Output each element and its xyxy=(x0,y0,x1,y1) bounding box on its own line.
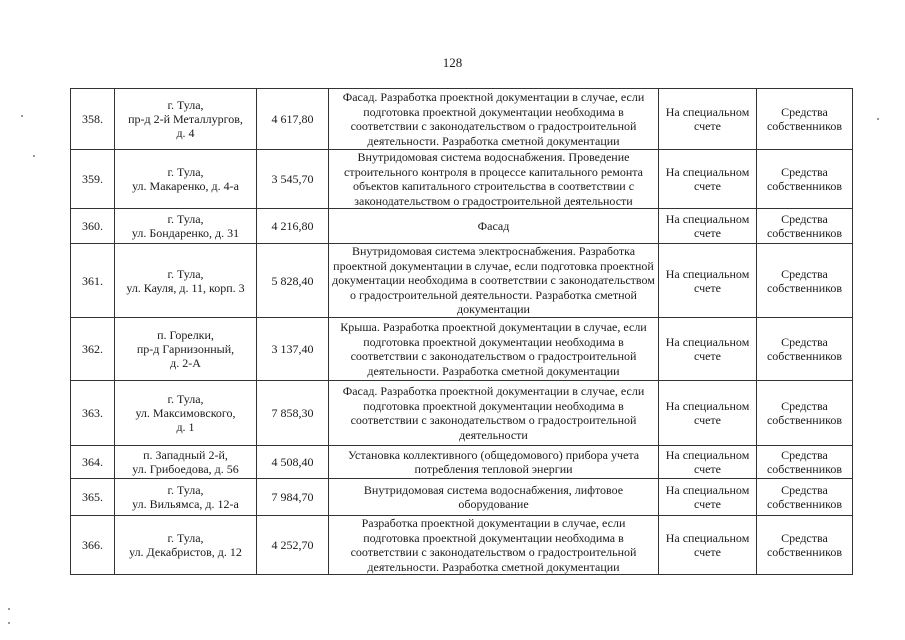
cost-cell: 7 858,30 xyxy=(257,381,329,446)
table-row xyxy=(71,516,853,575)
address-line: пр-д 2-й Металлургов, xyxy=(128,112,243,126)
address-line: г. Тула, xyxy=(167,165,204,179)
work-type-cell: Разработка проектной документации в случае, если подготовка проектной документации необходима в соответствии с законодательством о градостроительной деятельности. Разработка сметной документации xyxy=(329,516,659,575)
address-cell xyxy=(115,516,257,575)
address-cell xyxy=(115,318,257,381)
scan-artifact xyxy=(8,608,10,610)
funding-source-cell: Средства собственников xyxy=(757,244,853,318)
funding-source-cell: Средства собственников xyxy=(757,318,853,381)
funding-source-cell: Средства собственников xyxy=(757,150,853,209)
fund-method-cell: На специальном счете xyxy=(659,446,757,479)
address-line: д. 1 xyxy=(176,420,195,434)
row-number: 363. xyxy=(71,381,115,446)
address-cell xyxy=(115,89,257,150)
address-cell xyxy=(115,209,257,244)
address-line: д. 2-А xyxy=(170,356,201,370)
cost-cell: 7 984,70 xyxy=(257,479,329,516)
address-line: г. Тула, xyxy=(167,531,204,545)
fund-method-cell: На специальном счете xyxy=(659,150,757,209)
address-cell xyxy=(115,244,257,318)
fund-method-cell: На специальном счете xyxy=(659,244,757,318)
fund-method-cell: На специальном счете xyxy=(659,516,757,575)
row-number: 361. xyxy=(71,244,115,318)
address-line: ул. Макаренко, д. 4-а xyxy=(132,179,239,193)
page-number: 128 xyxy=(442,55,463,70)
scan-artifact xyxy=(33,155,35,157)
address-cell xyxy=(115,150,257,209)
cost-cell: 4 617,80 xyxy=(257,89,329,150)
fund-method-cell: На специальном счете xyxy=(659,89,757,150)
cost-cell: 4 508,40 xyxy=(257,446,329,479)
address-cell xyxy=(115,381,257,446)
address-line: ул. Декабристов, д. 12 xyxy=(129,545,242,559)
address-line: г. Тула, xyxy=(167,483,204,497)
address-line: г. Тула, xyxy=(167,212,204,226)
work-type-cell: Установка коллективного (общедомового) прибора учета потребления тепловой энергии xyxy=(329,446,659,479)
fund-method-cell: На специальном счете xyxy=(659,381,757,446)
funding-source-cell: Средства собственников xyxy=(757,209,853,244)
funding-source-cell: Средства собственников xyxy=(757,446,853,479)
table-row xyxy=(71,209,853,244)
cost-cell: 3 137,40 xyxy=(257,318,329,381)
scan-artifact xyxy=(877,118,879,120)
table-row xyxy=(71,318,853,381)
funding-source-cell: Средства собственников xyxy=(757,479,853,516)
work-type-cell: Фасад. Разработка проектной документации в случае, если подготовка проектной документации необходима в соответствии с законодательством о градостроительной деятельности xyxy=(329,381,659,446)
funding-source-cell: Средства собственников xyxy=(757,89,853,150)
address-line: г. Тула, xyxy=(167,392,204,406)
address-line: ул. Бондаренко, д. 31 xyxy=(131,226,240,240)
work-type-cell: Внутридомовая система электроснабжения. Разработка проектной документации в случае, если подготовка проектной документации необходима в соответствии с законодательством о градостроительной деятельности. Разработка сметной документации xyxy=(329,244,659,318)
row-number: 360. xyxy=(71,209,115,244)
address-line: пр-д Гарнизонный, xyxy=(136,342,235,356)
work-type-cell: Фасад xyxy=(329,209,659,244)
scan-artifact xyxy=(21,115,23,117)
address-line: ул. Максимовского, xyxy=(135,406,236,420)
address-line: г. Тула, xyxy=(167,98,204,112)
row-number: 358. xyxy=(71,89,115,150)
row-number: 365. xyxy=(71,479,115,516)
table-row xyxy=(71,479,853,516)
cost-cell: 3 545,70 xyxy=(257,150,329,209)
work-type-cell: Фасад. Разработка проектной документации в случае, если подготовка проектной документации необходима в соответствии с законодательством о градостроительной деятельности. Разработка сметной документации xyxy=(329,89,659,150)
table-row xyxy=(71,381,853,446)
row-number: 359. xyxy=(71,150,115,209)
row-number: 366. xyxy=(71,516,115,575)
cost-cell: 4 252,70 xyxy=(257,516,329,575)
address-cell xyxy=(115,446,257,479)
address-line: ул. Вильямса, д. 12-а xyxy=(132,497,239,511)
address-line: п. Горелки, xyxy=(157,328,214,342)
fund-method-cell: На специальном счете xyxy=(659,209,757,244)
address-line: ул. Кауля, д. 11, корп. 3 xyxy=(126,280,245,295)
work-type-cell: Внутридомовая система водоснабжения. Проведение строительного контроля в процессе капитального ремонта объектов капитального строительства в соответствии с законодательством о градостроительной деятельности xyxy=(329,150,659,209)
fund-method-cell: На специальном счете xyxy=(659,479,757,516)
funding-source-cell: Средства собственников xyxy=(757,381,853,446)
row-number: 362. xyxy=(71,318,115,381)
cost-cell: 5 828,40 xyxy=(257,244,329,318)
address-line: п. Западный 2-й, xyxy=(143,448,228,462)
address-cell xyxy=(115,479,257,516)
address-line: ул. Грибоедова, д. 56 xyxy=(132,462,239,476)
row-number: 364. xyxy=(71,446,115,479)
repair-program-table xyxy=(70,88,853,575)
table-row xyxy=(71,446,853,479)
table-row xyxy=(71,244,853,318)
cost-cell: 4 216,80 xyxy=(257,209,329,244)
funding-source-cell: Средства собственников xyxy=(757,516,853,575)
work-type-cell: Крыша. Разработка проектной документации в случае, если подготовка проектной документации необходима в соответствии с законодательством о градостроительной деятельности. Разработка сметной документации xyxy=(329,318,659,381)
scan-artifact xyxy=(8,622,10,624)
work-type-cell: Внутридомовая система водоснабжения, лифтовое оборудование xyxy=(329,479,659,516)
address-line: г. Тула, xyxy=(167,266,204,281)
address-line: д. 4 xyxy=(176,126,195,140)
table-row xyxy=(71,89,853,150)
fund-method-cell: На специальном счете xyxy=(659,318,757,381)
table-row xyxy=(71,150,853,209)
